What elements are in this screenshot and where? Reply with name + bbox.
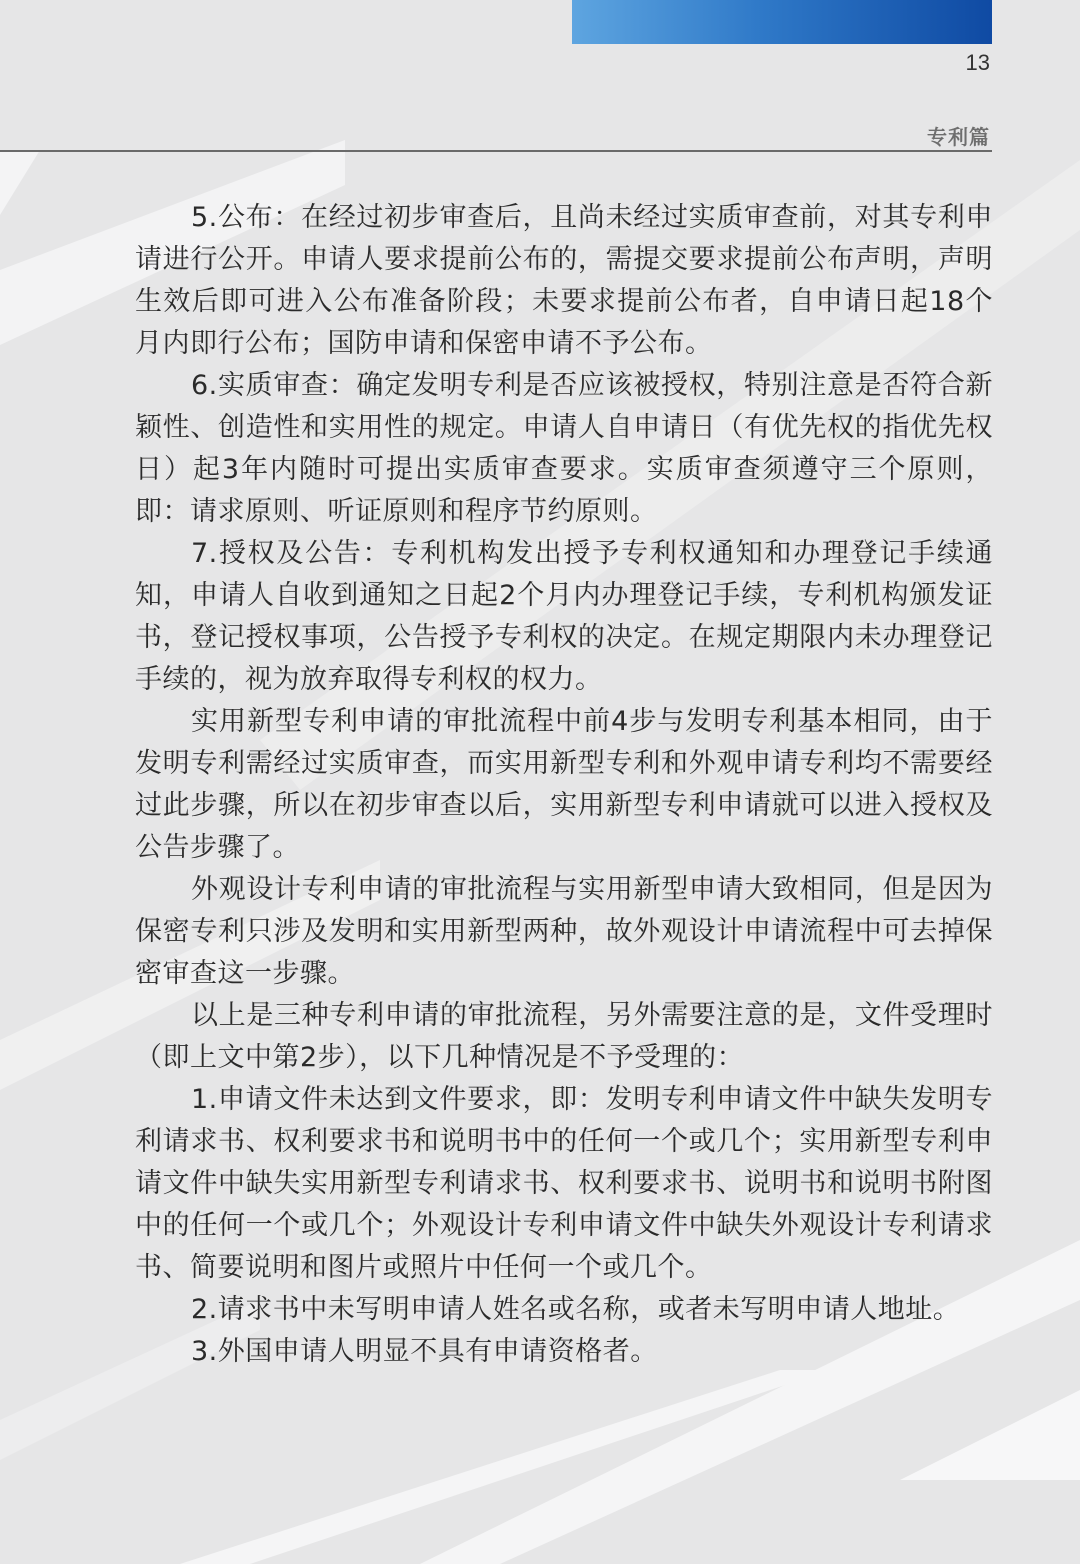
header-accent-bar [572,0,992,44]
page-number: 13 [965,50,990,75]
paragraph-rejection-3: 3.外国申请人明显不具有申请资格者。 [191,1336,658,1367]
paragraph-rejection-intro: 以上是三种专利申请的审批流程，另外需要注意的是，文件受理时（即上文中第2步），以下几种情况是不予受理的： [135,1000,993,1073]
paragraph-substantive-examination: 6.实质审查：确定发明专利是否应该被授权，特别注意是否符合新颖性、创造性和实用性的规定。申请人自申请日（有优先权的指优先权日）起3年内随时可提出实质审查要求。实质审查须遵守三个原则，即：请求原则、听证原则和程序节约原则。 [135,370,993,527]
paragraph-grant-announcement: 7.授权及公告：专利机构发出授予专利权通知和办理登记手续通知，申请人自收到通知之日起2个月内办理登记手续，专利机构颁发证书，登记授权事项，公告授予专利权的决定。在规定期限内未办理登记手续的，视为放弃取得专利权的权力。 [135,538,993,695]
section-title: 专利篇 [927,125,990,149]
paragraph-rejection-2: 2.请求书中未写明申请人姓名或名称，或者未写明申请人地址。 [191,1294,961,1325]
body-text [135,197,993,1373]
paragraph-design-patent: 外观设计专利申请的审批流程与实用新型申请大致相同，但是因为保密专利只涉及发明和实用新型两种，故外观设计申请流程中可去掉保密审查这一步骤。 [135,874,993,989]
header-divider [0,150,992,152]
paragraph-utility-model: 实用新型专利申请的审批流程中前4步与发明专利基本相同，由于发明专利需经过实质审查，而实用新型专利和外观申请专利均不需要经过此步骤，所以在初步审查以后，实用新型专利申请就可以进入授权及公告步骤了。 [135,706,993,863]
paragraph-rejection-1: 1.申请文件未达到文件要求，即：发明专利申请文件中缺失发明专利请求书、权利要求书和说明书中的任何一个或几个；实用新型专利申请文件中缺失实用新型专利请求书、权利要求书、说明书和说明书附图中的任何一个或几个；外观设计专利申请文件中缺失外观设计专利请求书、简要说明和图片或照片中任何一个或几个。 [135,1084,993,1283]
paragraph-publication: 5.公布：在经过初步审查后，且尚未经过实质审查前，对其专利申请进行公开。申请人要求提前公布的，需提交要求提前公布声明，声明生效后即可进入公布准备阶段；未要求提前公布者，自申请日起18个月内即行公布；国防申请和保密申请不予公布。 [135,202,993,359]
